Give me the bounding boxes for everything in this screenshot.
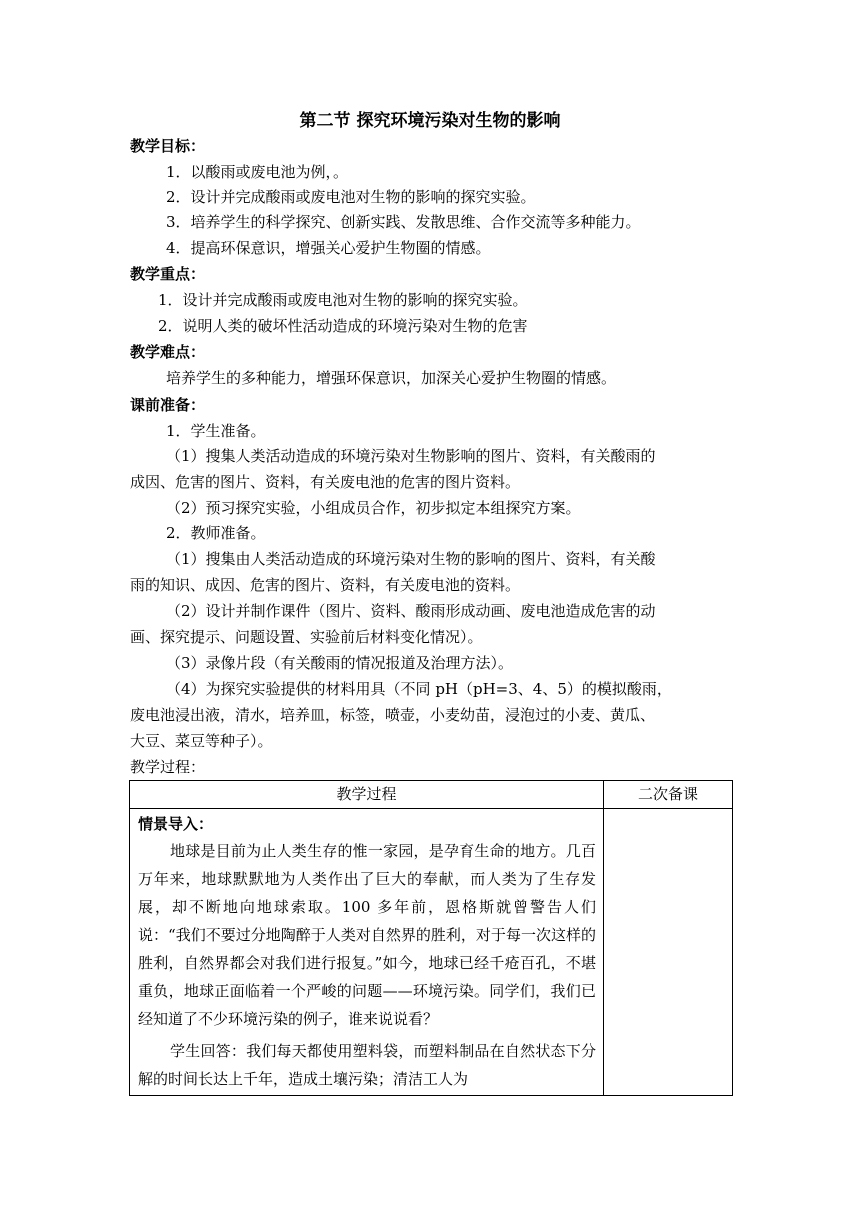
preparation-line: 画、探究提示、问题设置、实验前后材料变化情况）。 [130,628,483,646]
preparation-line: （2）预习探究实验，小组成员合作，初步拟定本组探究方案。 [166,499,581,517]
preparation-line: 大豆、菜豆等种子）。 [130,732,273,750]
column-divider [603,809,604,1096]
preparation-line: 1．学生准备。 [166,422,266,440]
key-points-heading: 教学重点： [130,265,206,283]
key-point-item: 2．说明人类的破坏性活动造成的环境污染对生物的危害 [158,317,528,335]
difficulties-heading: 教学难点： [130,343,206,361]
key-point-item: 1．设计并完成酸雨或废电池对生物的影响的探究实验。 [158,291,528,309]
preparation-line: （1）搜集人类活动造成的环境污染对生物影响的图片、资料，有关酸雨的 [166,447,656,465]
preparation-line: （3）录像片段（有关酸雨的情况报道及治理方法）。 [166,654,514,672]
difficulties-text: 培养学生的多种能力，增强环保意识，加深关心爱护生物圈的情感。 [166,369,617,387]
objectives-heading: 教学目标： [130,137,206,155]
lesson-table [129,780,733,1096]
page-title: 第二节 探究环境污染对生物的影响 [299,111,561,131]
objective-item: 1．以酸雨或废电池为例，。 [166,163,349,181]
preparation-line: 废电池浸出液，清水，培养皿，标签，喷壶，小麦幼苗，浸泡过的小麦、黄瓜、 [130,706,656,724]
preparation-line: 雨的知识、成因、危害的图片、资料，有关废电池的资料。 [130,576,521,594]
intro-heading: 情景导入： [138,815,214,833]
student-answer-paragraph: 学生回答：我们每天都使用塑料袋，而塑料制品在自然状态下分解的时间长达上千年，造成土壤污染；清洁工人为 [138,1042,596,1088]
process-label: 教学过程： [130,758,206,776]
preparation-line: 2．教师准备。 [166,524,266,542]
preparation-line: （1）搜集由人类活动造成的环境污染对生物的影响的图片、资料，有关酸 [166,550,656,568]
intro-paragraph: 地球是目前为止人类生存的惟一家园，是孕育生命的地方。几百万年来，地球默默地为人类作出了巨大的奉献，而人类为了生存发展，却不断地向地球索取。100 多年前，恩格斯就曾警告人们说：“我们不要过分地陶醉于人类对自然界的胜利，对于每一次这样的胜利，自然界都会对我们进行报复。”如今，地球已经千疮百孔，不堪重负，地球正面临着一个严峻的问题——环境污染。同学们，我们已经知道了不少环境污染的例子，谁来说说看？ [138,842,596,1028]
table-header-process: 教学过程 [130,781,604,809]
objective-item: 4．提高环保意识，增强关心爱护生物圈的情感。 [166,239,491,257]
preparation-line: 成因、危害的图片、资料，有关废电池的危害的图片资料。 [130,473,521,491]
preparation-line: （2）设计并制作课件（图片、资料、酸雨形成动画、废电池造成危害的动 [166,602,656,620]
preparation-line: （4）为探究实验提供的材料用具（不同 pH（pH=3、4、5）的模拟酸雨， [166,680,672,698]
preparation-heading: 课前准备： [130,396,206,414]
table-header-notes: 二次备课 [604,781,732,809]
objective-item: 3．培养学生的科学探究、创新实践、发散思维、合作交流等多种能力。 [166,213,641,231]
objective-item: 2．设计并完成酸雨或废电池对生物的影响的探究实验。 [166,188,536,206]
